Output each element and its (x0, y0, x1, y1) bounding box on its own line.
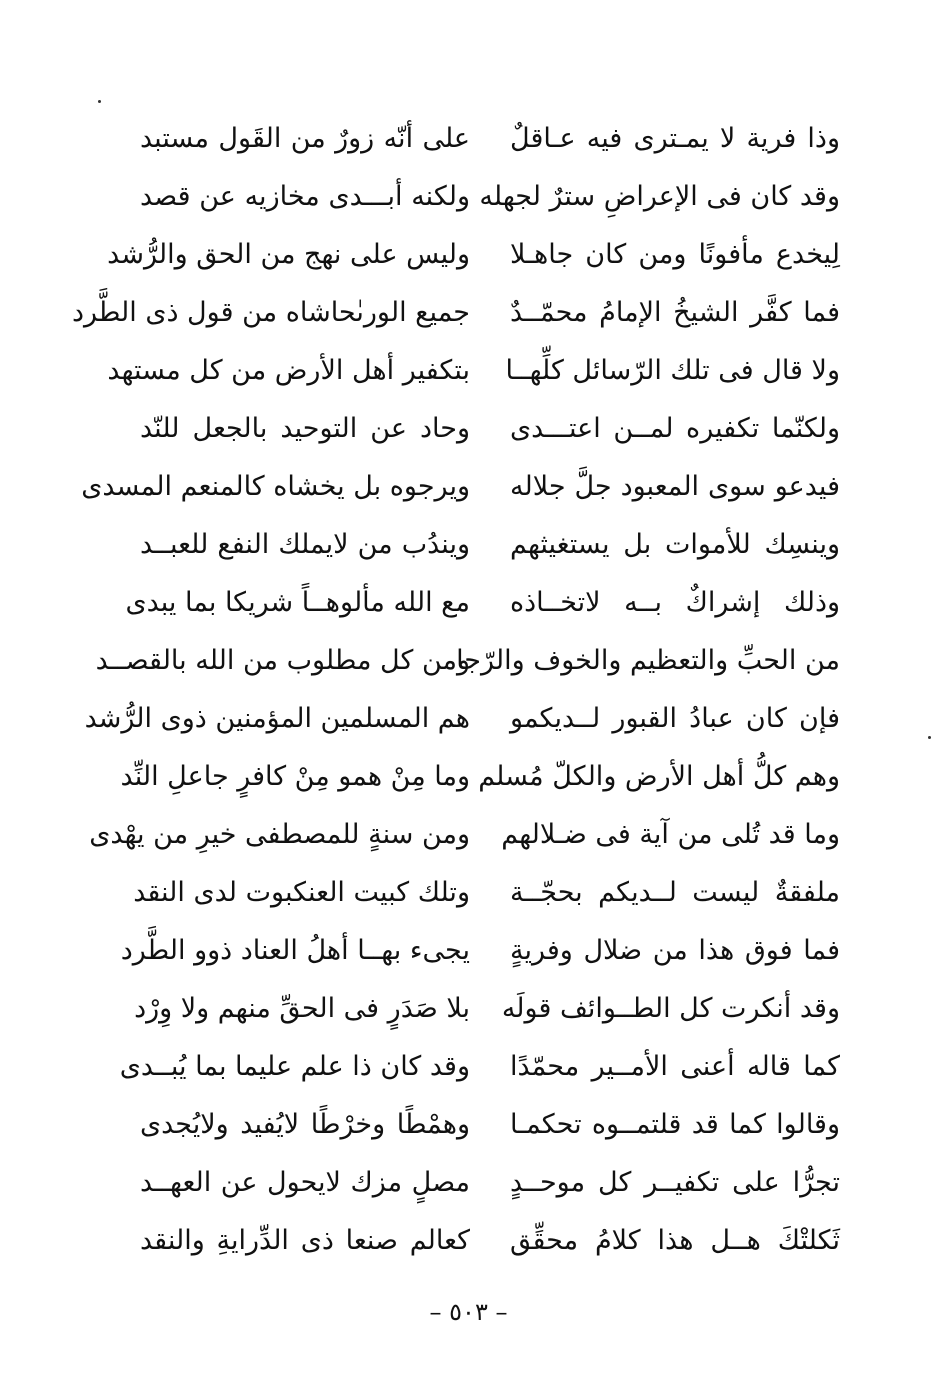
verse-second-hemistich: وقد كان ذا علم عليما بما يُبــدى (119, 1051, 470, 1082)
verse-second-hemistich: يجىء بهــا أهلُ العناد ذوو الطَّرد (120, 935, 470, 966)
verse (140, 516, 840, 574)
verse-first-hemistich: ولكنّما تكفيره لمــن اعتـــدى (510, 413, 840, 444)
verse-second-hemistich: ومن سنةٍ للمصطفى خيرِ من يهْدى (89, 819, 470, 850)
verse-first-hemistich: وقالوا كما قد قلتمــوه تحكمـا (510, 1109, 840, 1140)
scan-speck (98, 100, 101, 103)
verse-second-hemistich: وتلك كبيت العنكبوت لدى النقد (133, 877, 470, 908)
verse-second-hemistich: وهمْطًا وخرْطًا لايُفيد ولايُجدى (140, 1109, 470, 1140)
verse-second-hemistich: مع الله مألوهــاً شريكا بما يبدى (125, 587, 470, 618)
verse-second-hemistich: على أنّه زورٌ من القَول مستبد (140, 123, 470, 154)
verse-second-hemistich: ويرجوه بل يخشاه كالمنعم المسدى (81, 471, 470, 502)
verse (119, 1038, 840, 1096)
verse (140, 1154, 840, 1212)
verse (81, 458, 840, 516)
verse-first-hemistich: فإن كان عبادُ القبور لــديكمو (510, 703, 840, 734)
verse-second-hemistich: مصلٍ مزك لايحول عن العهــد (140, 1167, 470, 1198)
verse-first-hemistich: من الحبِّ والتعظيم والخوف والرّجا (456, 645, 840, 676)
verse-first-hemistich: فما كفَّر الشيخُ الإمامُ محمّــدٌ (510, 297, 840, 328)
verse-second-hemistich: بلا صَدَرٍ فى الحقِّ منهم ولا وِرْد (134, 993, 470, 1024)
verse (133, 864, 840, 922)
verse-second-hemistich: وحاد عن التوحيد بالجعل للنّد (140, 413, 470, 444)
verse (140, 400, 840, 458)
scan-speck (928, 736, 931, 739)
verse-first-hemistich: وقد كان فى الإعراضِ سترٌ لجهله (479, 181, 840, 212)
verse (84, 690, 840, 748)
verse-second-hemistich: وليس على نهج من الحق والرُّشد (107, 239, 470, 270)
verse-second-hemistich: وما مِنْ همو مِنْ كافرٍ جاعلِ النِّد (120, 761, 470, 792)
verse-second-hemistich: جميع الورىٰحاشاه من قول ذى الطَّرد (71, 297, 470, 328)
verse (95, 632, 840, 690)
verse-first-hemistich: كما قاله أعنى الأمــير محمّدًا (510, 1051, 840, 1082)
verse (140, 1096, 840, 1154)
verse-second-hemistich: ولكنه أبـــدى مخازيه عن قصد (140, 181, 470, 212)
verse-first-hemistich: ولا قال فى تلك الرّسائل كلِّهــا (505, 355, 840, 386)
verse (120, 922, 840, 980)
verse-first-hemistich: وذلك إشراكٌ بــه لاتخــاذه (510, 587, 840, 618)
verse-first-hemistich: لِيخدع مأفونًا ومن كان جاهـلا (510, 239, 840, 270)
verse (140, 168, 840, 226)
verse (120, 748, 840, 806)
verse-first-hemistich: ثَكلتْكَ هــل هذا كلامُ محقِّق (510, 1225, 840, 1256)
verse-first-hemistich: وينسِك للأموات بل يستغيثهم (510, 529, 840, 560)
verse-first-hemistich: وذا فرية لا يمـترى فيه عـاقلٌ (510, 123, 840, 154)
verse (89, 806, 840, 864)
verse-first-hemistich: فما فوق هذا من ضلال وفريةٍ (510, 935, 840, 966)
verse (107, 226, 840, 284)
verse-first-hemistich: وهم كلُّ أهل الأرض والكلّ مُسلم (478, 761, 840, 792)
verse-first-hemistich: تجرُّا على تكفيــر كل موحــدٍ (510, 1167, 840, 1198)
verse (134, 980, 840, 1038)
verse (140, 110, 840, 168)
verse-first-hemistich: فيدعو سوى المعبود جلَّ جلاله (510, 471, 840, 502)
verse-first-hemistich: وقد أنكرت كل الطــوائف قولَه (501, 993, 840, 1024)
verse-second-hemistich: ومن كل مطلوب من الله بالقصــد (95, 645, 470, 676)
verse (140, 1212, 840, 1270)
verse-second-hemistich: كعالم صنعا ذى الدِّرايةِ والنقد (140, 1225, 470, 1256)
verse (71, 284, 840, 342)
verse-second-hemistich: ويندُب من لايملك النفع للعبــد (140, 529, 470, 560)
verse-first-hemistich: ملفقةٌ ليست لــديكم بحجّــة (510, 877, 840, 908)
verse (107, 342, 840, 400)
verse-first-hemistich: وما قد تُلى من آية فى ضـلالهم (501, 819, 840, 850)
verse-second-hemistich: بتكفير أهل الأرض من كل مستهد (107, 355, 470, 386)
verse-second-hemistich: هم المسلمين المؤمنين ذوى الرُّشد (84, 703, 470, 734)
verse (125, 574, 840, 632)
page-number: – ٥٠٣ – (429, 1298, 508, 1326)
